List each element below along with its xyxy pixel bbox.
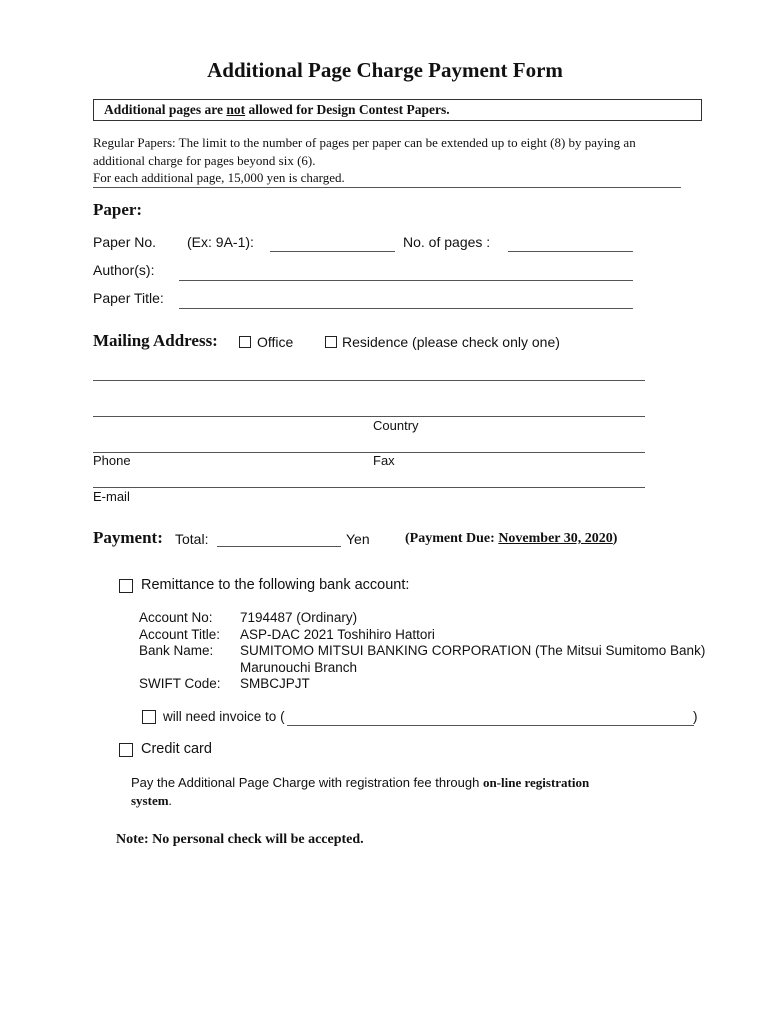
payment-heading: Payment: [93,528,163,547]
intro-line-2: additional charge for pages beyond six (6). [93,152,316,168]
bank-value-account-no: 7194487 (Ordinary) [240,610,358,625]
authors-label: Author(s): [93,262,155,278]
office-label: Office [257,334,294,350]
address-line-4[interactable] [93,487,645,488]
pages-label: No. of pages : [403,234,491,250]
phone-label: Phone [93,453,131,468]
invoice-close: ) [693,709,698,724]
credit-card-label: Credit card [141,741,212,757]
bank-key-bank-name: Bank Name: [139,643,214,658]
bank-value-bank-name: SUMITOMO MITSUI BANKING CORPORATION (The Mitsui Sumitomo Bank) [240,643,706,658]
pages-field[interactable] [508,251,633,252]
invoice-field[interactable] [287,725,694,726]
paper-no-field[interactable] [270,251,395,252]
authors-field[interactable] [179,280,633,281]
total-field[interactable] [217,546,341,547]
credit-text-suffix: . [168,793,172,808]
credit-text-prefix: Pay the Additional Page Charge with registration fee through [131,775,483,790]
residence-checkbox[interactable] [325,336,337,348]
office-checkbox[interactable] [239,336,251,348]
credit-text-link: on-line registration [482,775,590,790]
credit-card-text [131,775,589,791]
bank-key-account-no: Account No: [139,610,213,625]
intro-divider [93,187,681,188]
payment-due-prefix: (Payment Due: [405,531,499,546]
address-line-1[interactable] [93,380,645,381]
notice-suffix: allowed for Design Contest Papers. [245,102,450,117]
total-label: Total: [175,531,209,547]
paper-heading: Paper: [93,200,143,219]
payment-due-suffix: ) [612,531,618,546]
credit-card-checkbox[interactable] [119,743,133,757]
paper-no-label: Paper No. [93,234,157,250]
notice-emphasis: not [226,102,246,117]
intro-line-3: For each additional page, 15,000 yen is charged. [93,170,345,185]
country-label: Country [373,418,419,433]
currency-label: Yen [346,531,370,547]
address-line-2[interactable] [93,416,645,417]
bank-value-account-title: ASP-DAC 2021 Toshihiro Hattori [240,627,435,642]
mailing-heading: Mailing Address: [93,331,218,350]
bank-key-swift: SWIFT Code: [139,676,221,691]
residence-label: Residence (please check only one) [342,334,560,350]
remittance-checkbox[interactable] [119,579,133,593]
bank-key-account-title: Account Title: [139,627,221,642]
remittance-label: Remittance to the following bank account: [141,577,410,593]
paper-no-example: (Ex: 9A-1): [187,234,254,250]
invoice-label: will need invoice to ( [163,709,285,724]
credit-text-link-2: system [131,793,169,808]
note-text: Note: No personal check will be accepted. [116,832,364,847]
payment-due-date: November 30, 2020 [498,531,613,546]
paper-title-label: Paper Title: [93,290,164,306]
paper-title-field[interactable] [179,308,633,309]
design-contest-notice [93,99,702,121]
intro-text [93,134,693,187]
invoice-checkbox[interactable] [142,710,156,724]
bank-value-branch: Marunouchi Branch [240,660,358,675]
intro-line-1: Regular Papers: The limit to the number of pages per paper can be extended up to eight (8) by paying an [93,135,636,150]
payment-due [405,531,617,547]
email-label: E-mail [93,489,130,504]
notice-prefix: Additional pages are [104,102,227,117]
fax-label: Fax [373,453,395,468]
credit-card-text-line2 [131,793,172,809]
address-line-3[interactable] [93,452,645,453]
form-title: Additional Page Charge Payment Form [207,58,563,82]
bank-value-swift: SMBCJPJT [240,676,310,691]
